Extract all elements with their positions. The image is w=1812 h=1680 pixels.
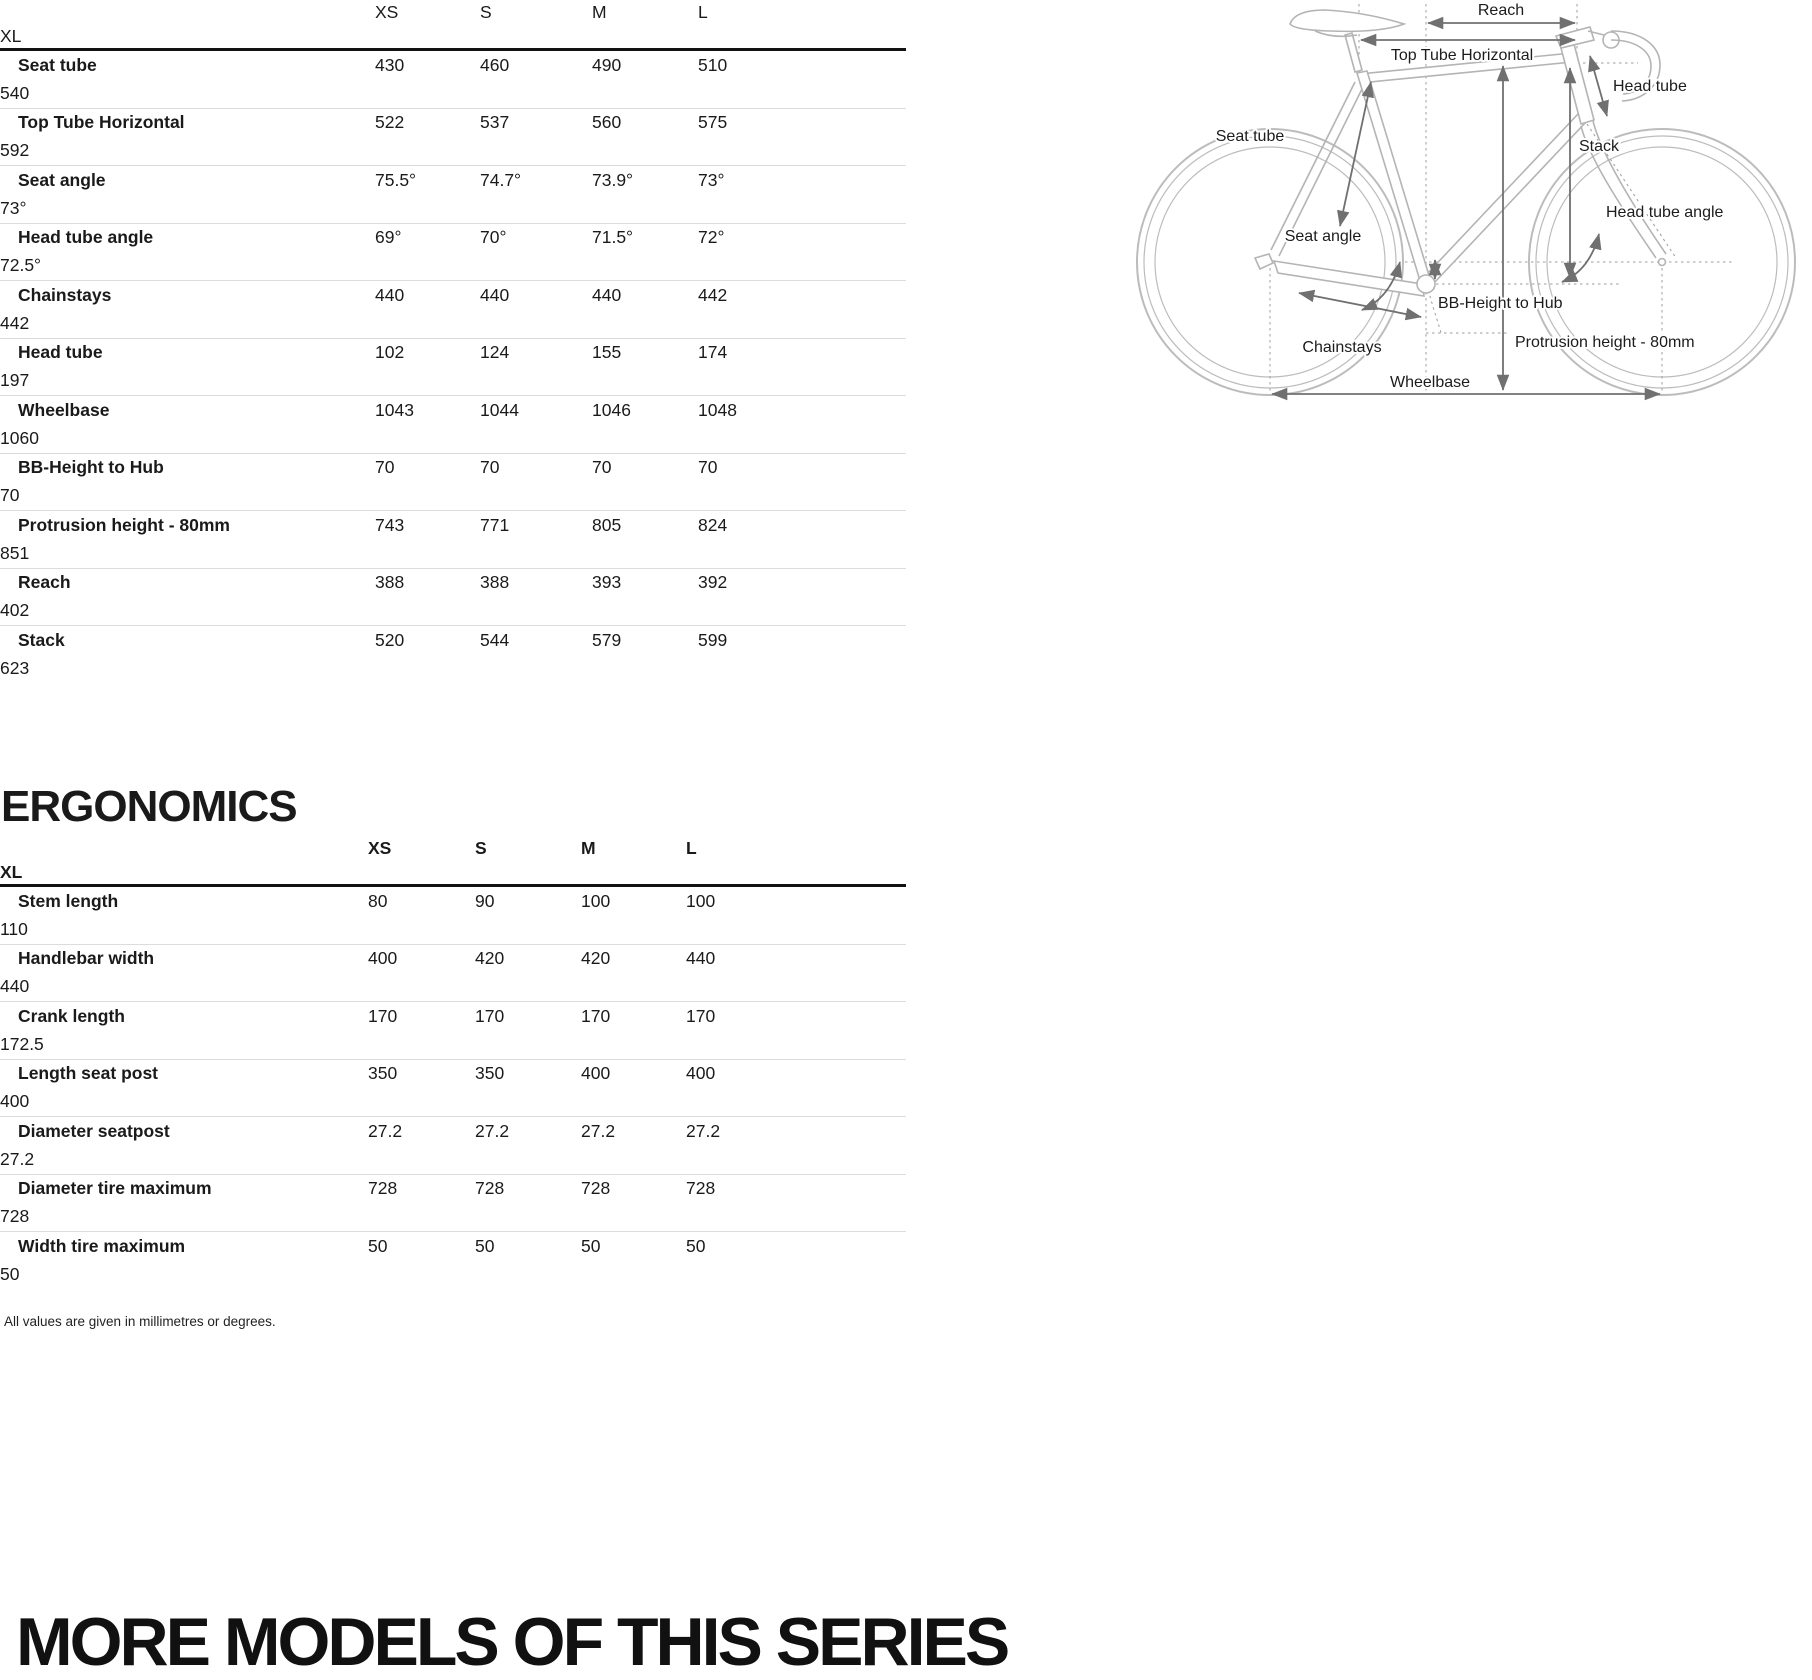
size-header-cell: S — [475, 837, 487, 858]
value-cell: 73° — [698, 169, 725, 190]
value-cell: 442 — [698, 284, 728, 305]
value-cell: 70 — [0, 485, 20, 506]
value-cell: 72° — [698, 227, 725, 248]
row-label: Reach — [18, 572, 71, 593]
value-cell: 540 — [0, 82, 30, 103]
table-row — [0, 454, 906, 512]
table-row — [0, 1232, 906, 1289]
more-models-heading: MORE MODELS OF THIS SERIES — [16, 1603, 1008, 1680]
row-label: BB-Height to Hub — [18, 457, 164, 478]
size-header-cell: M — [581, 837, 596, 858]
row-label: Top Tube Horizontal — [18, 112, 185, 133]
value-cell: 575 — [698, 112, 728, 133]
table-row — [0, 166, 906, 224]
diagram-label-protrusion: Protrusion height - 80mm — [1515, 334, 1695, 351]
size-header-cell: XS — [368, 837, 392, 858]
size-header-cell: M — [592, 1, 607, 22]
value-cell: 430 — [375, 54, 405, 75]
value-cell: 392 — [698, 572, 728, 593]
diagram-label-seat-tube: Seat tube — [1215, 128, 1285, 145]
value-cell: 155 — [592, 342, 622, 363]
value-cell: 393 — [592, 572, 622, 593]
value-cell: 460 — [480, 54, 510, 75]
diagram-label-top-tube: Top Tube Horizontal — [1390, 47, 1534, 64]
value-cell: 50 — [581, 1235, 601, 1256]
value-cell: 771 — [480, 514, 510, 535]
size-header-cell: XL — [0, 25, 22, 46]
value-cell: 75.5° — [375, 169, 417, 190]
value-cell: 520 — [375, 629, 405, 650]
value-cell: 73.9° — [592, 169, 634, 190]
table-header-row — [0, 836, 906, 887]
value-cell: 72.5° — [0, 255, 42, 276]
value-cell: 73° — [0, 197, 27, 218]
value-cell: 70 — [480, 457, 500, 478]
row-label: Seat angle — [18, 169, 106, 190]
value-cell: 100 — [686, 890, 716, 911]
row-label: Head tube — [18, 342, 103, 363]
value-cell: 50 — [686, 1235, 706, 1256]
value-cell: 124 — [480, 342, 510, 363]
value-cell: 388 — [480, 572, 510, 593]
value-cell: 490 — [592, 54, 622, 75]
value-cell: 440 — [592, 284, 622, 305]
value-cell: 599 — [698, 629, 728, 650]
stem-icon — [1556, 27, 1594, 48]
value-cell: 623 — [0, 657, 30, 678]
value-cell: 1060 — [0, 427, 39, 448]
size-header-cell: L — [686, 837, 697, 858]
row-label: Length seat post — [18, 1063, 159, 1084]
value-cell: 1043 — [375, 399, 414, 420]
value-cell: 728 — [368, 1178, 398, 1199]
value-cell: 420 — [581, 948, 611, 969]
units-footnote: All values are given in millimetres or degrees. — [4, 1313, 276, 1329]
value-cell: 172.5 — [0, 1033, 44, 1054]
value-cell: 440 — [686, 948, 716, 969]
row-label: Handlebar width — [18, 948, 155, 969]
value-cell: 400 — [581, 1063, 611, 1084]
diagram-label-head-tube-angle: Head tube angle — [1606, 204, 1724, 221]
value-cell: 851 — [0, 542, 30, 563]
value-cell: 1046 — [592, 399, 631, 420]
ergonomics-heading: ERGONOMICS — [1, 781, 297, 831]
row-label: Stem length — [18, 890, 119, 911]
value-cell: 110 — [0, 918, 28, 939]
table-row — [0, 339, 906, 397]
row-label: Chainstays — [18, 284, 112, 305]
diagram-label-reach: Reach — [1477, 2, 1525, 19]
value-cell: 592 — [0, 140, 30, 161]
value-cell: 402 — [0, 600, 30, 621]
value-cell: 170 — [581, 1005, 611, 1026]
value-cell: 70 — [592, 457, 612, 478]
size-header-cell: XL — [0, 861, 23, 882]
table-row — [0, 1002, 906, 1060]
diagram-label-chainstays: Chainstays — [1302, 339, 1382, 356]
value-cell: 440 — [375, 284, 405, 305]
value-cell: 50 — [368, 1235, 388, 1256]
table-row — [0, 511, 906, 569]
value-cell: 510 — [698, 54, 728, 75]
saddle-icon — [1290, 10, 1404, 31]
size-header-cell: L — [698, 1, 708, 22]
value-cell: 350 — [475, 1063, 505, 1084]
value-cell: 440 — [480, 284, 510, 305]
value-cell: 74.7° — [480, 169, 522, 190]
table-row — [0, 945, 906, 1003]
diagram-label-head-tube: Head tube — [1613, 78, 1687, 95]
value-cell: 400 — [368, 948, 398, 969]
diagram-label-bb-height: BB-Height to Hub — [1438, 295, 1563, 312]
ergonomics-table — [0, 836, 906, 1289]
row-label: Diameter seatpost — [18, 1120, 170, 1141]
diagram-label-seat-angle: Seat angle — [1284, 228, 1362, 245]
value-cell: 71.5° — [592, 227, 634, 248]
value-cell: 80 — [368, 890, 388, 911]
value-cell: 27.2 — [475, 1120, 510, 1141]
row-label: Crank length — [18, 1005, 125, 1026]
value-cell: 1044 — [480, 399, 519, 420]
value-cell: 1048 — [698, 399, 737, 420]
value-cell: 420 — [475, 948, 505, 969]
value-cell: 388 — [375, 572, 405, 593]
table-row — [0, 887, 906, 945]
value-cell: 100 — [581, 890, 611, 911]
value-cell: 743 — [375, 514, 405, 535]
value-cell: 579 — [592, 629, 622, 650]
row-label: Diameter tire maximum — [18, 1178, 212, 1199]
value-cell: 27.2 — [368, 1120, 403, 1141]
value-cell: 728 — [0, 1206, 30, 1227]
value-cell: 400 — [0, 1091, 30, 1112]
value-cell: 824 — [698, 514, 728, 535]
table-row — [0, 1117, 906, 1175]
table-row — [0, 1060, 906, 1118]
size-header-cell: XS — [375, 1, 399, 22]
value-cell: 560 — [592, 112, 622, 133]
value-cell: 728 — [475, 1178, 505, 1199]
bike-geometry-diagram — [1090, 0, 1812, 410]
value-cell: 27.2 — [686, 1120, 721, 1141]
value-cell: 102 — [375, 342, 405, 363]
value-cell: 90 — [475, 890, 495, 911]
row-label: Wheelbase — [18, 399, 110, 420]
value-cell: 27.2 — [0, 1148, 35, 1169]
value-cell: 70 — [375, 457, 395, 478]
value-cell: 440 — [0, 976, 30, 997]
table-row — [0, 281, 906, 339]
diagram-label-wheelbase: Wheelbase — [1389, 374, 1471, 391]
value-cell: 442 — [0, 312, 30, 333]
value-cell: 174 — [698, 342, 728, 363]
row-label: Width tire maximum — [18, 1235, 186, 1256]
table-row — [0, 1175, 906, 1233]
row-label: Head tube angle — [18, 227, 154, 248]
geometry-table — [0, 0, 906, 683]
value-cell: 537 — [480, 112, 510, 133]
value-cell: 70° — [480, 227, 507, 248]
diagram-label-stack: Stack — [1579, 138, 1620, 155]
value-cell: 50 — [0, 1263, 20, 1284]
value-cell: 197 — [0, 370, 30, 391]
table-row — [0, 51, 906, 109]
table-row — [0, 626, 906, 683]
row-label: Protrusion height - 80mm — [18, 514, 230, 535]
bottom-bracket-icon — [1417, 275, 1435, 293]
value-cell: 27.2 — [581, 1120, 616, 1141]
table-row — [0, 569, 906, 627]
row-label: Seat tube — [18, 54, 97, 75]
table-row — [0, 396, 906, 454]
value-cell: 522 — [375, 112, 405, 133]
value-cell: 170 — [686, 1005, 716, 1026]
value-cell: 70 — [698, 457, 718, 478]
value-cell: 170 — [475, 1005, 505, 1026]
value-cell: 50 — [475, 1235, 495, 1256]
table-row — [0, 224, 906, 282]
table-header-row — [0, 0, 906, 51]
value-cell: 400 — [686, 1063, 716, 1084]
value-cell: 544 — [480, 629, 510, 650]
value-cell: 728 — [686, 1178, 716, 1199]
value-cell: 170 — [368, 1005, 398, 1026]
table-row — [0, 109, 906, 167]
value-cell: 728 — [581, 1178, 611, 1199]
value-cell: 350 — [368, 1063, 398, 1084]
row-label: Stack — [18, 629, 65, 650]
value-cell: 805 — [592, 514, 622, 535]
value-cell: 69° — [375, 227, 402, 248]
size-header-cell: S — [480, 1, 492, 22]
